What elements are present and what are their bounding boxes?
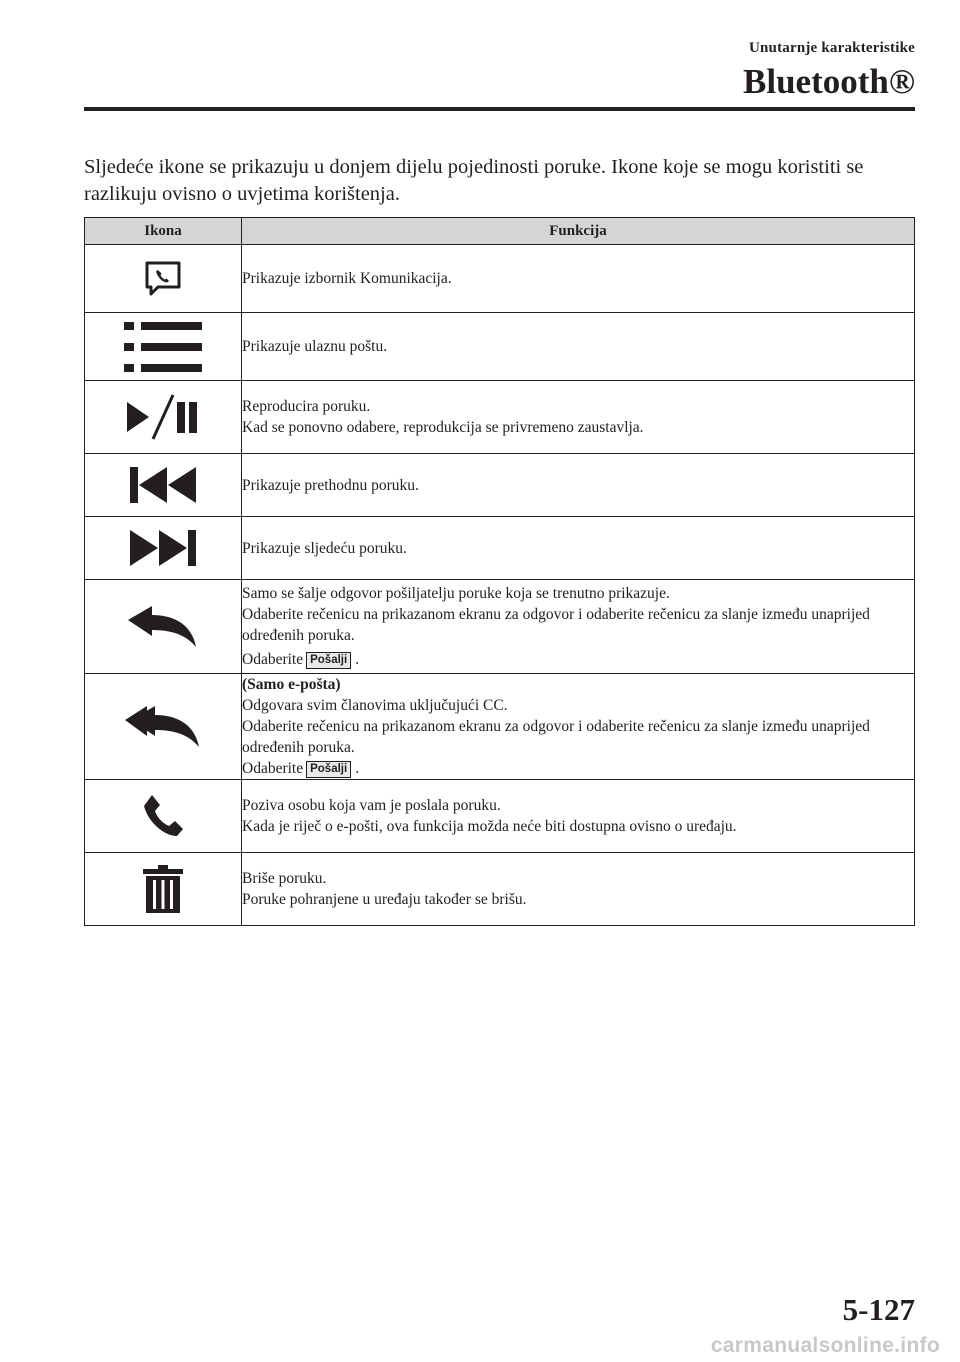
- select-line: [242, 758, 914, 779]
- table-row: [85, 313, 915, 381]
- icon-function-table: [84, 217, 915, 926]
- table-row: [85, 674, 915, 780]
- send-button: Pošalji: [306, 761, 351, 778]
- section-label: Unutarnje karakteristike: [748, 40, 915, 56]
- icon-cell: [85, 381, 242, 454]
- table-row: [85, 517, 915, 580]
- icon-cell: [85, 780, 242, 853]
- header-icon: Ikona: [85, 218, 242, 245]
- function-text: Odgovara svim članovima uključujući CC.: [242, 697, 508, 714]
- trash-icon: [143, 865, 183, 913]
- function-text: Samo se šalje odgovor pošiljatelju poruke koja se trenutno prikazuje.: [242, 585, 670, 602]
- icon-cell: [85, 674, 242, 780]
- function-cell: [242, 313, 915, 381]
- function-cell: [242, 454, 915, 517]
- select-prefix: Odaberite: [242, 651, 304, 668]
- next-icon: [130, 530, 196, 566]
- function-text: Poruke pohranjene u uređaju također se brišu.: [242, 891, 527, 908]
- inbox-list-icon: [124, 321, 202, 373]
- select-line: [242, 649, 914, 670]
- function-cell: [242, 517, 915, 580]
- page-number: 5-127: [842, 1292, 915, 1327]
- function-cell: [242, 674, 915, 780]
- function-text: Prikazuje prethodnu poruku.: [242, 476, 419, 494]
- function-cell: [242, 381, 915, 454]
- watermark: carmanualsonline.info: [710, 1334, 940, 1357]
- table-row: [85, 381, 915, 454]
- header-rule: [84, 107, 915, 111]
- icon-cell: [85, 245, 242, 313]
- play-pause-icon: [127, 394, 199, 440]
- function-cell: [242, 780, 915, 853]
- function-cell: [242, 580, 915, 674]
- table-row: [85, 580, 915, 674]
- send-button: Pošalji: [306, 652, 351, 669]
- previous-icon: [130, 467, 196, 503]
- email-only-note: (Samo e-pošta): [242, 676, 341, 693]
- icon-cell: [85, 580, 242, 674]
- function-text: Reproducira poruku.: [242, 398, 371, 415]
- icon-cell: [85, 517, 242, 580]
- function-cell: [242, 853, 915, 926]
- table-header-row: [85, 218, 915, 245]
- communication-menu-icon: [143, 259, 183, 299]
- icon-cell: [85, 454, 242, 517]
- phone-icon: [142, 794, 184, 838]
- function-text: Prikazuje ulaznu poštu.: [242, 338, 388, 355]
- select-suffix: .: [355, 651, 360, 668]
- reply-all-icon: [125, 706, 201, 748]
- header-function: Funkcija: [242, 218, 915, 245]
- table-row: [85, 454, 915, 517]
- chapter-title: Bluetooth®: [743, 62, 915, 101]
- table-row: [85, 245, 915, 313]
- intro-paragraph: Sljedeće ikone se prikazuju u donjem dijelu pojedinosti poruke. Ikone koje se mogu koristiti se razlikuju ovisno o uvjetima korištenja.: [84, 156, 864, 205]
- icon-cell: [85, 313, 242, 381]
- function-text: Kad se ponovno odabere, reprodukcija se privremeno zaustavlja.: [242, 419, 644, 436]
- function-text: Prikazuje izbornik Komunikacija.: [242, 270, 452, 287]
- table-row: [85, 780, 915, 853]
- select-prefix: Odaberite: [242, 760, 304, 777]
- function-text: Prikazuje sljedeću poruku.: [242, 539, 407, 557]
- table-row: [85, 853, 915, 926]
- icon-cell: [85, 853, 242, 926]
- function-text: Poziva osobu koja vam je poslala poruku.: [242, 797, 501, 814]
- reply-icon: [128, 606, 198, 648]
- function-text: Kada je riječ o e-pošti, ova funkcija možda neće biti dostupna ovisno o uređaju.: [242, 818, 737, 835]
- select-suffix: .: [355, 760, 360, 777]
- function-cell: [242, 245, 915, 313]
- function-text: Odaberite rečenicu na prikazanom ekranu za odgovor i odaberite rečenicu za slanje između unaprijed određenih poruka.: [242, 606, 870, 644]
- function-text: Odaberite rečenicu na prikazanom ekranu za odgovor i odaberite rečenicu za slanje između unaprijed određenih poruka.: [242, 718, 870, 756]
- function-text: Briše poruku.: [242, 870, 327, 887]
